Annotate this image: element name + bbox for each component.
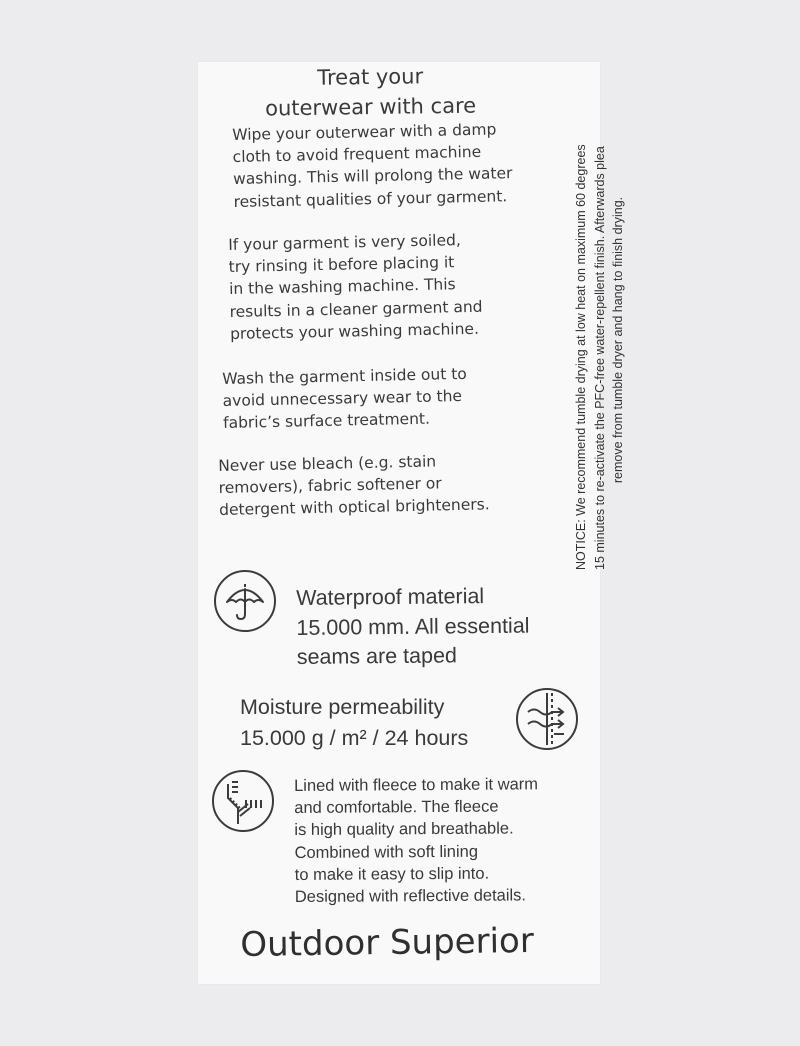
text-line: Never use bleach (e.g. stain [218, 452, 437, 475]
care-title-line-1: Treat your [317, 64, 424, 90]
breathable-fabric-icon [516, 688, 578, 750]
text-line: try rinsing it before placing it [228, 253, 455, 277]
text-line: removers), fabric softener or [218, 474, 442, 498]
text-line: detergent with optical brighteners. [218, 495, 490, 520]
notice-line-3: remove from tumble dryer and hang to finish drying. [611, 196, 625, 484]
notice-line-2: 15 minutes to re-activate the PFC-free water-repellent finish. Afterwards plea [592, 146, 607, 570]
feature-line: to make it easy to slip into. [294, 864, 490, 884]
text-line: fabric’s surface treatment. [222, 410, 431, 433]
feature-line: Combined with soft lining [294, 842, 479, 862]
feature-line: 15.000 mm. All essential [296, 613, 530, 640]
text-line: in the washing machine. This [228, 275, 456, 299]
text-line: Wipe your outerwear with a damp [232, 120, 497, 144]
waterproof-feature [296, 582, 530, 673]
feature-line: and comfortable. The fleece [294, 797, 499, 818]
text-line: results in a cleaner garment and [229, 297, 483, 321]
care-paragraph-rinse [228, 229, 483, 345]
feature-line: 15.000 g / m² / 24 hours [240, 726, 469, 750]
umbrella-icon [214, 570, 276, 632]
feature-line: is high quality and breathable. [294, 819, 514, 840]
moisture-feature [240, 692, 468, 754]
text-line: Wash the garment inside out to [222, 364, 467, 388]
fleece-lining-icon [212, 770, 274, 832]
care-title-line-2: outerwear with care [264, 93, 477, 121]
care-paragraph-inside-out [222, 363, 468, 435]
text-line: avoid unnecessary wear to the [222, 387, 463, 411]
care-paragraph-wipe [232, 118, 513, 213]
fleece-feature [294, 773, 539, 908]
feature-line: Moisture permeability [240, 695, 445, 719]
text-line: protects your washing machine. [229, 319, 480, 343]
feature-line: seams are taped [296, 643, 458, 669]
feature-line: Lined with fleece to make it warm [294, 775, 539, 795]
care-paragraph-bleach [218, 449, 490, 521]
text-line: cloth to avoid frequent machine [232, 142, 482, 167]
text-line: If your garment is very soiled, [228, 231, 461, 254]
text-line: resistant qualities of your garment. [233, 186, 508, 211]
tumble-dry-notice [572, 62, 628, 570]
brand-name: Outdoor Superior [240, 920, 535, 965]
text-line: washing. This will prolong the water [232, 164, 513, 189]
notice-line-1: NOTICE: We recommend tumble drying at low heat on maximum 60 degrees [574, 144, 588, 570]
feature-line: Designed with reflective details. [294, 886, 527, 907]
care-title [230, 60, 511, 124]
feature-line: Waterproof material [296, 584, 485, 610]
